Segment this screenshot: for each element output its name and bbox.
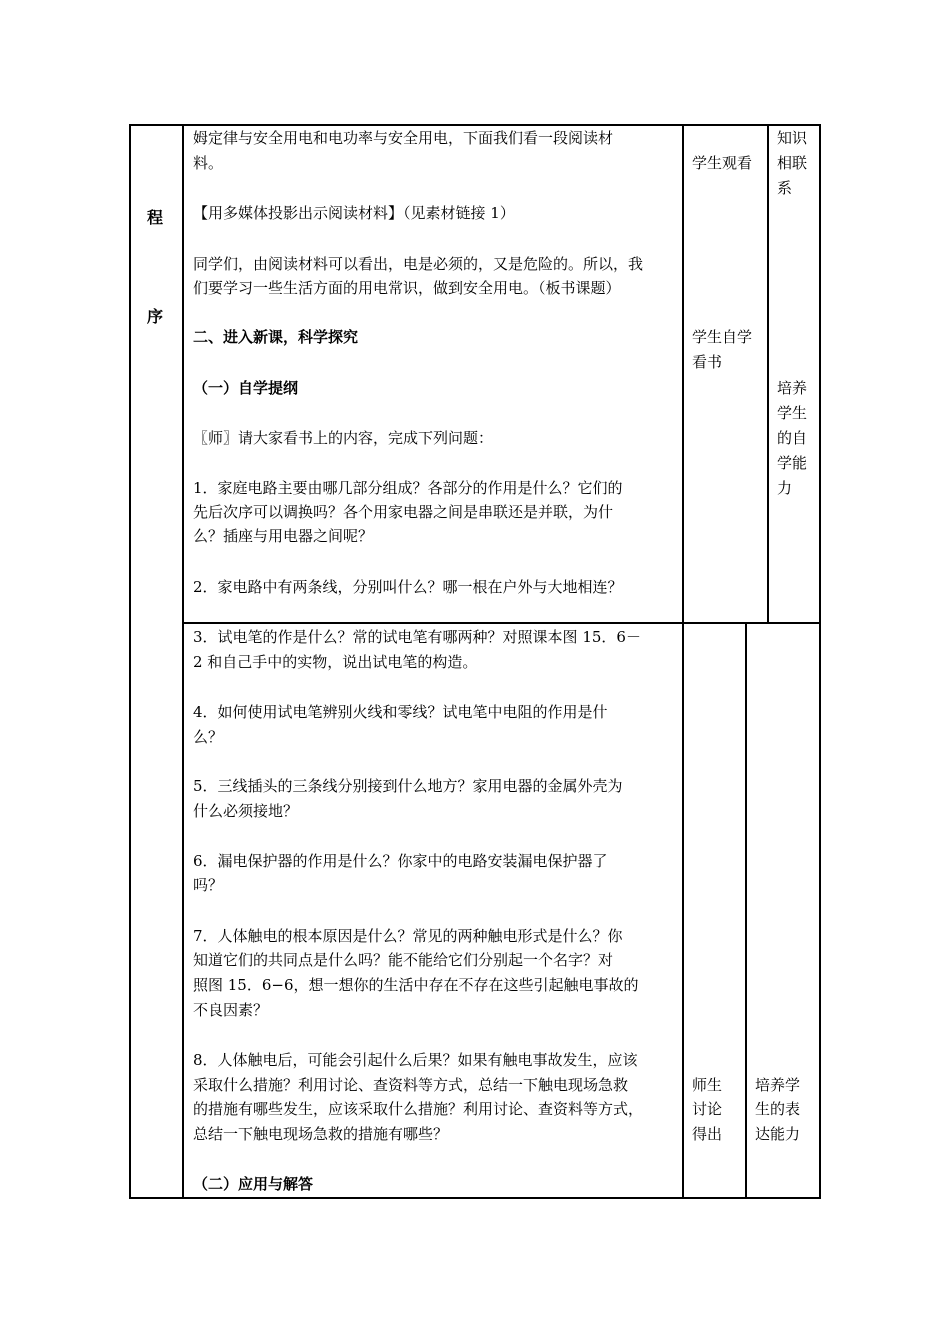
upper-purpose-text: 系 xyxy=(777,179,793,197)
upper-content-line: 1．家庭电路主要由哪几部分组成？各部分的作用是什么？它们的 xyxy=(193,479,623,497)
lower-content-line: 什么必须接地？ xyxy=(193,802,299,820)
lower-content-line: 知道它们的共同点是什么吗？能不能给它们分别起一个名字？对 xyxy=(193,951,614,969)
subsection-heading: （二）应用与解答 xyxy=(193,1175,314,1193)
lower-content-line: 么？ xyxy=(193,728,224,746)
upper-purpose-text: 学能 xyxy=(777,454,808,472)
side-label-char-1: 程 xyxy=(147,208,164,227)
side-label-divider xyxy=(182,124,184,1199)
table-middle-border xyxy=(182,622,821,624)
upper-purpose-text: 的自 xyxy=(777,429,808,447)
lower-content-line: 不良因素？ xyxy=(193,1001,269,1019)
upper-content-line: 〖师〗请大家看书上的内容，完成下列问题： xyxy=(193,429,494,447)
section-heading: 二、进入新课，科学探究 xyxy=(193,328,359,346)
lower-student-text: 师生 xyxy=(692,1076,723,1094)
upper-purpose-divider xyxy=(767,124,769,624)
lower-content-line: 4．如何使用试电笔辨别火线和零线？试电笔中电阻的作用是什 xyxy=(193,703,608,721)
content-divider xyxy=(682,124,684,1199)
upper-content-line: 么？插座与用电器之间呢？ xyxy=(193,527,374,545)
upper-student-text: 学生观看 xyxy=(692,154,753,172)
lower-content-line: 采取什么措施？利用讨论、查资料等方式，总结一下触电现场急救 xyxy=(193,1076,629,1094)
upper-content-line: 同学们，由阅读材料可以看出，电是必须的，又是危险的。所以，我 xyxy=(193,255,644,273)
upper-purpose-text: 培养 xyxy=(777,379,808,397)
subsection-heading: （一）自学提纲 xyxy=(193,379,299,397)
side-label-char-2: 序 xyxy=(147,307,164,326)
lower-student-text: 得出 xyxy=(692,1125,723,1143)
upper-student-text: 学生自学 xyxy=(692,328,753,346)
upper-content-line: 姆定律与安全用电和电功率与安全用电，下面我们看一段阅读材 xyxy=(193,129,614,147)
upper-purpose-text: 学生 xyxy=(777,404,808,422)
upper-student-text: 看书 xyxy=(692,353,723,371)
table-bottom-border xyxy=(129,1197,821,1199)
upper-content-line: 2．家电路中有两条线，分别叫什么？哪一根在户外与大地相连？ xyxy=(193,578,623,596)
upper-content-line: 料。 xyxy=(193,154,224,172)
lower-purpose-text: 生的表 xyxy=(755,1100,801,1118)
lower-content-line: 5．三线插头的三条线分别接到什么地方？家用电器的金属外壳为 xyxy=(193,777,623,795)
lower-content-line: 照图 15．6−6，想一想你的生活中存在不存在这些引起触电事故的 xyxy=(193,976,639,994)
upper-content-line: 们要学习一些生活方面的用电常识，做到安全用电。（板书课题） xyxy=(193,279,621,297)
lower-content-line: 6．漏电保护器的作用是什么？你家中的电路安装漏电保护器了 xyxy=(193,852,608,870)
table-left-border xyxy=(129,124,131,1199)
lower-content-line: 2 和自己手中的实物，说出试电笔的构造。 xyxy=(193,653,478,671)
upper-purpose-text: 相联 xyxy=(777,154,808,172)
lower-content-line: 3．试电笔的作是什么？常的试电笔有哪两种？对照课本图 15．6－ xyxy=(193,628,641,646)
lower-content-line: 8．人体触电后，可能会引起什么后果？如果有触电事故发生，应该 xyxy=(193,1051,638,1069)
lower-purpose-text: 达能力 xyxy=(755,1125,801,1143)
lower-content-line: 的措施有哪些发生，应该采取什么措施？利用讨论、查资料等方式， xyxy=(193,1100,644,1118)
lower-content-line: 总结一下触电现场急救的措施有哪些？ xyxy=(193,1125,449,1143)
lower-purpose-divider xyxy=(745,622,747,1199)
lower-content-line: 7．人体触电的根本原因是什么？常见的两种触电形式是什么？你 xyxy=(193,927,623,945)
upper-content-line: 先后次序可以调换吗？各个用家电器之间是串联还是并联，为什 xyxy=(193,503,614,521)
upper-purpose-text: 知识 xyxy=(777,129,808,147)
upper-content-line: 【用多媒体投影出示阅读材料】（见素材链接 1） xyxy=(193,204,515,222)
table-right-border xyxy=(819,124,821,1199)
lower-student-text: 讨论 xyxy=(692,1100,723,1118)
lower-purpose-text: 培养学 xyxy=(755,1076,801,1094)
upper-purpose-text: 力 xyxy=(777,479,793,497)
lower-content-line: 吗？ xyxy=(193,876,224,894)
